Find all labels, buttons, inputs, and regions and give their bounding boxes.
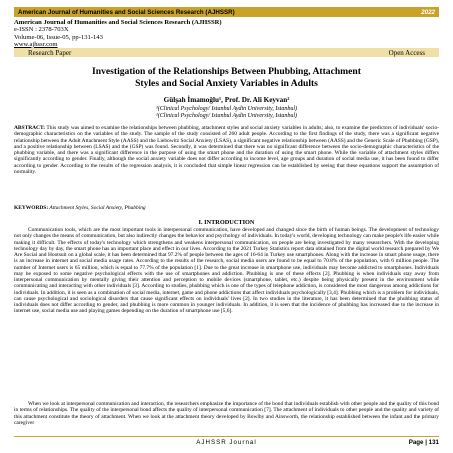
banner-year: 2022 [421,8,435,16]
abstract [14,125,439,175]
access-type: Open Access [388,48,425,57]
journal-banner [14,7,439,17]
section-heading: I. INTRODUCTION [198,219,255,226]
volume-info: Volume-06, Issue-05, pp-131-143 [14,33,103,41]
footer-journal: AJHSSR Journal [196,439,257,446]
abstract-label: ABSTRACT: [14,125,46,131]
page-footer [14,436,439,446]
intro-paragraph-2: When we look at interpersonal communication and interaction, the researchers emphasize the importance of the bond that individuals establish with other people and the quality of this bond in terms of relationships. The quality of the interpersonal bond affects the quality of interpersonal communication [7]. The attachment of individuals to other people and the quality and variety of this attachment constitute the theory of attachment. When we look at the attachment theory developed by Bowlby and Ainsworth, the relationship established between the infant and the primary caregiver [14,401,440,426]
journal-name: American Journal of Humanities and Social Sciences Research (AJHSSR) [14,19,222,26]
keywords-text: Attachment Styles, Social Anxiety, Phubbing [49,205,146,211]
affiliation-2: ¹(Clinical Psychology/ Istanbul Aydin University, Istanbul) [155,113,297,119]
banner-title: American Journal of Humanities and Social Sciences Research (AJHSSR) [18,8,235,16]
keywords-label: KEYWORDS: [14,205,49,211]
affiliation-1: ¹(Clinical Psychology/ Istanbul Aydin University, Istanbul) [155,106,297,112]
intro-paragraph-1: Communication tools, which are the most important tools in interpersonal communication, have developed and changed since the birth of human beings. The development of technology not only changes the means of communication, but also indirectly changes the behavior and psychology of individuals. In today's world, developing technology can make people's life easier while making it difficult. The effects of today's technology which strengthens and weakens interpersonal communication, on people are being investigated by many researchers. With the developing technology day by day, the smart phone has an important place and effect in our lives. According to the 2021 Turkey Statistics report data obtained from the digital world research prepared by We Are Social and Hootsuit on a global scale, it has been determined that 97.2% of people between the ages of 16-64 in Turkey use smartphones. Along with the increase in smart phone usage, there is an increase in internet and social media usage rates. According to the results of the research, social media users are found to be equal to 70.8% of the population, with 6 million people. The number of Internet users is 65 million, which is equal to 77.7% of the population [1]. Due to the great increase in smartphone use, individuals may become addicted to smartphones. Individuals may be exposed to some negative psychological effects with the use of smartphones and addiction. Phubbing is one of these effects [2]. Phubbing is when individuals stay away from interpersonal communication by mentally giving their attention and perception to mobile devices (smartphone, tablet, etc.) despite being physically present in the environment while communicating and interacting with other individuals [3]. According to studies, phubbing which is one of the types of telephone addiction, is considered the most dangerous among addictions for individuals. In addition, it is seen as a combination of social media, internet, game and phone addictions that affect individuals psychologically [3,4]. Phubbing which is a problem for individuals, can cause psychological and sociological disorders that cause significant effects on individuals' lives [2]. In two studies in the literature, it has been determined that the phubbing status of individuals does not differ according to gender, and phubbing is more common in younger individuals. In addition, it is seen that the incidence of phubbing has increased due to the increase in internet use, social media use and playing games depending on the duration of smartphone use [5,6]. [14,227,439,315]
paper-type: Research Paper [28,48,72,57]
issn: e-ISSN : 2378-703X [14,26,69,34]
title-line-2: Styles and Social Anxiety Variables in Adults [135,77,318,89]
website-link[interactable]: www.ajhssr.com [14,40,58,48]
keywords [14,205,439,211]
authors: Gülşah İmamoğlu¹, Prof. Dr. Ali Keyvan² [163,96,290,104]
abstract-text: This study was aimed to examine the relationships between phubbing, attachment styles and social anxiety variables in adults; also, to examine the predictors of individuals' socio-demographic characteristics on the variables of the study. The sample of the study consisted of 260 adult people. According to the first findings of the study, there was a significant negative relationship between the Adult Attachment Style (AASS) and the Liebowitz Social Anxiety (LSAS), a significant negative relationship between (AASS) and the Generic Scale of Phubbing (GSP), and a positive relationship between (LSAS) and the (GSP) was found. Secondly, it was determined that there was no significant difference between the socio-demographic characteristics of the phubbing variable, and there was a significant difference in the purpose of using the smart phone and the duration of using the smart phone. While the variable of attachment styles differs significantly according to gender. Finally, although the social anxiety variable does not differ according to income level, age groups and duration of social media use, it has been found to differ according to gender. According to the results of the regression analysis, it is concluded that simple linear regression can be established by seeing that these equations support the assumption of normality. [14,125,439,175]
journal-info [14,19,439,48]
paper-type-bar [14,48,439,57]
title-line-1: Investigation of the Relationships Between Phubbing, Attachment [92,66,361,77]
article-title [40,66,413,89]
page-number: Page | 131 [408,439,439,446]
